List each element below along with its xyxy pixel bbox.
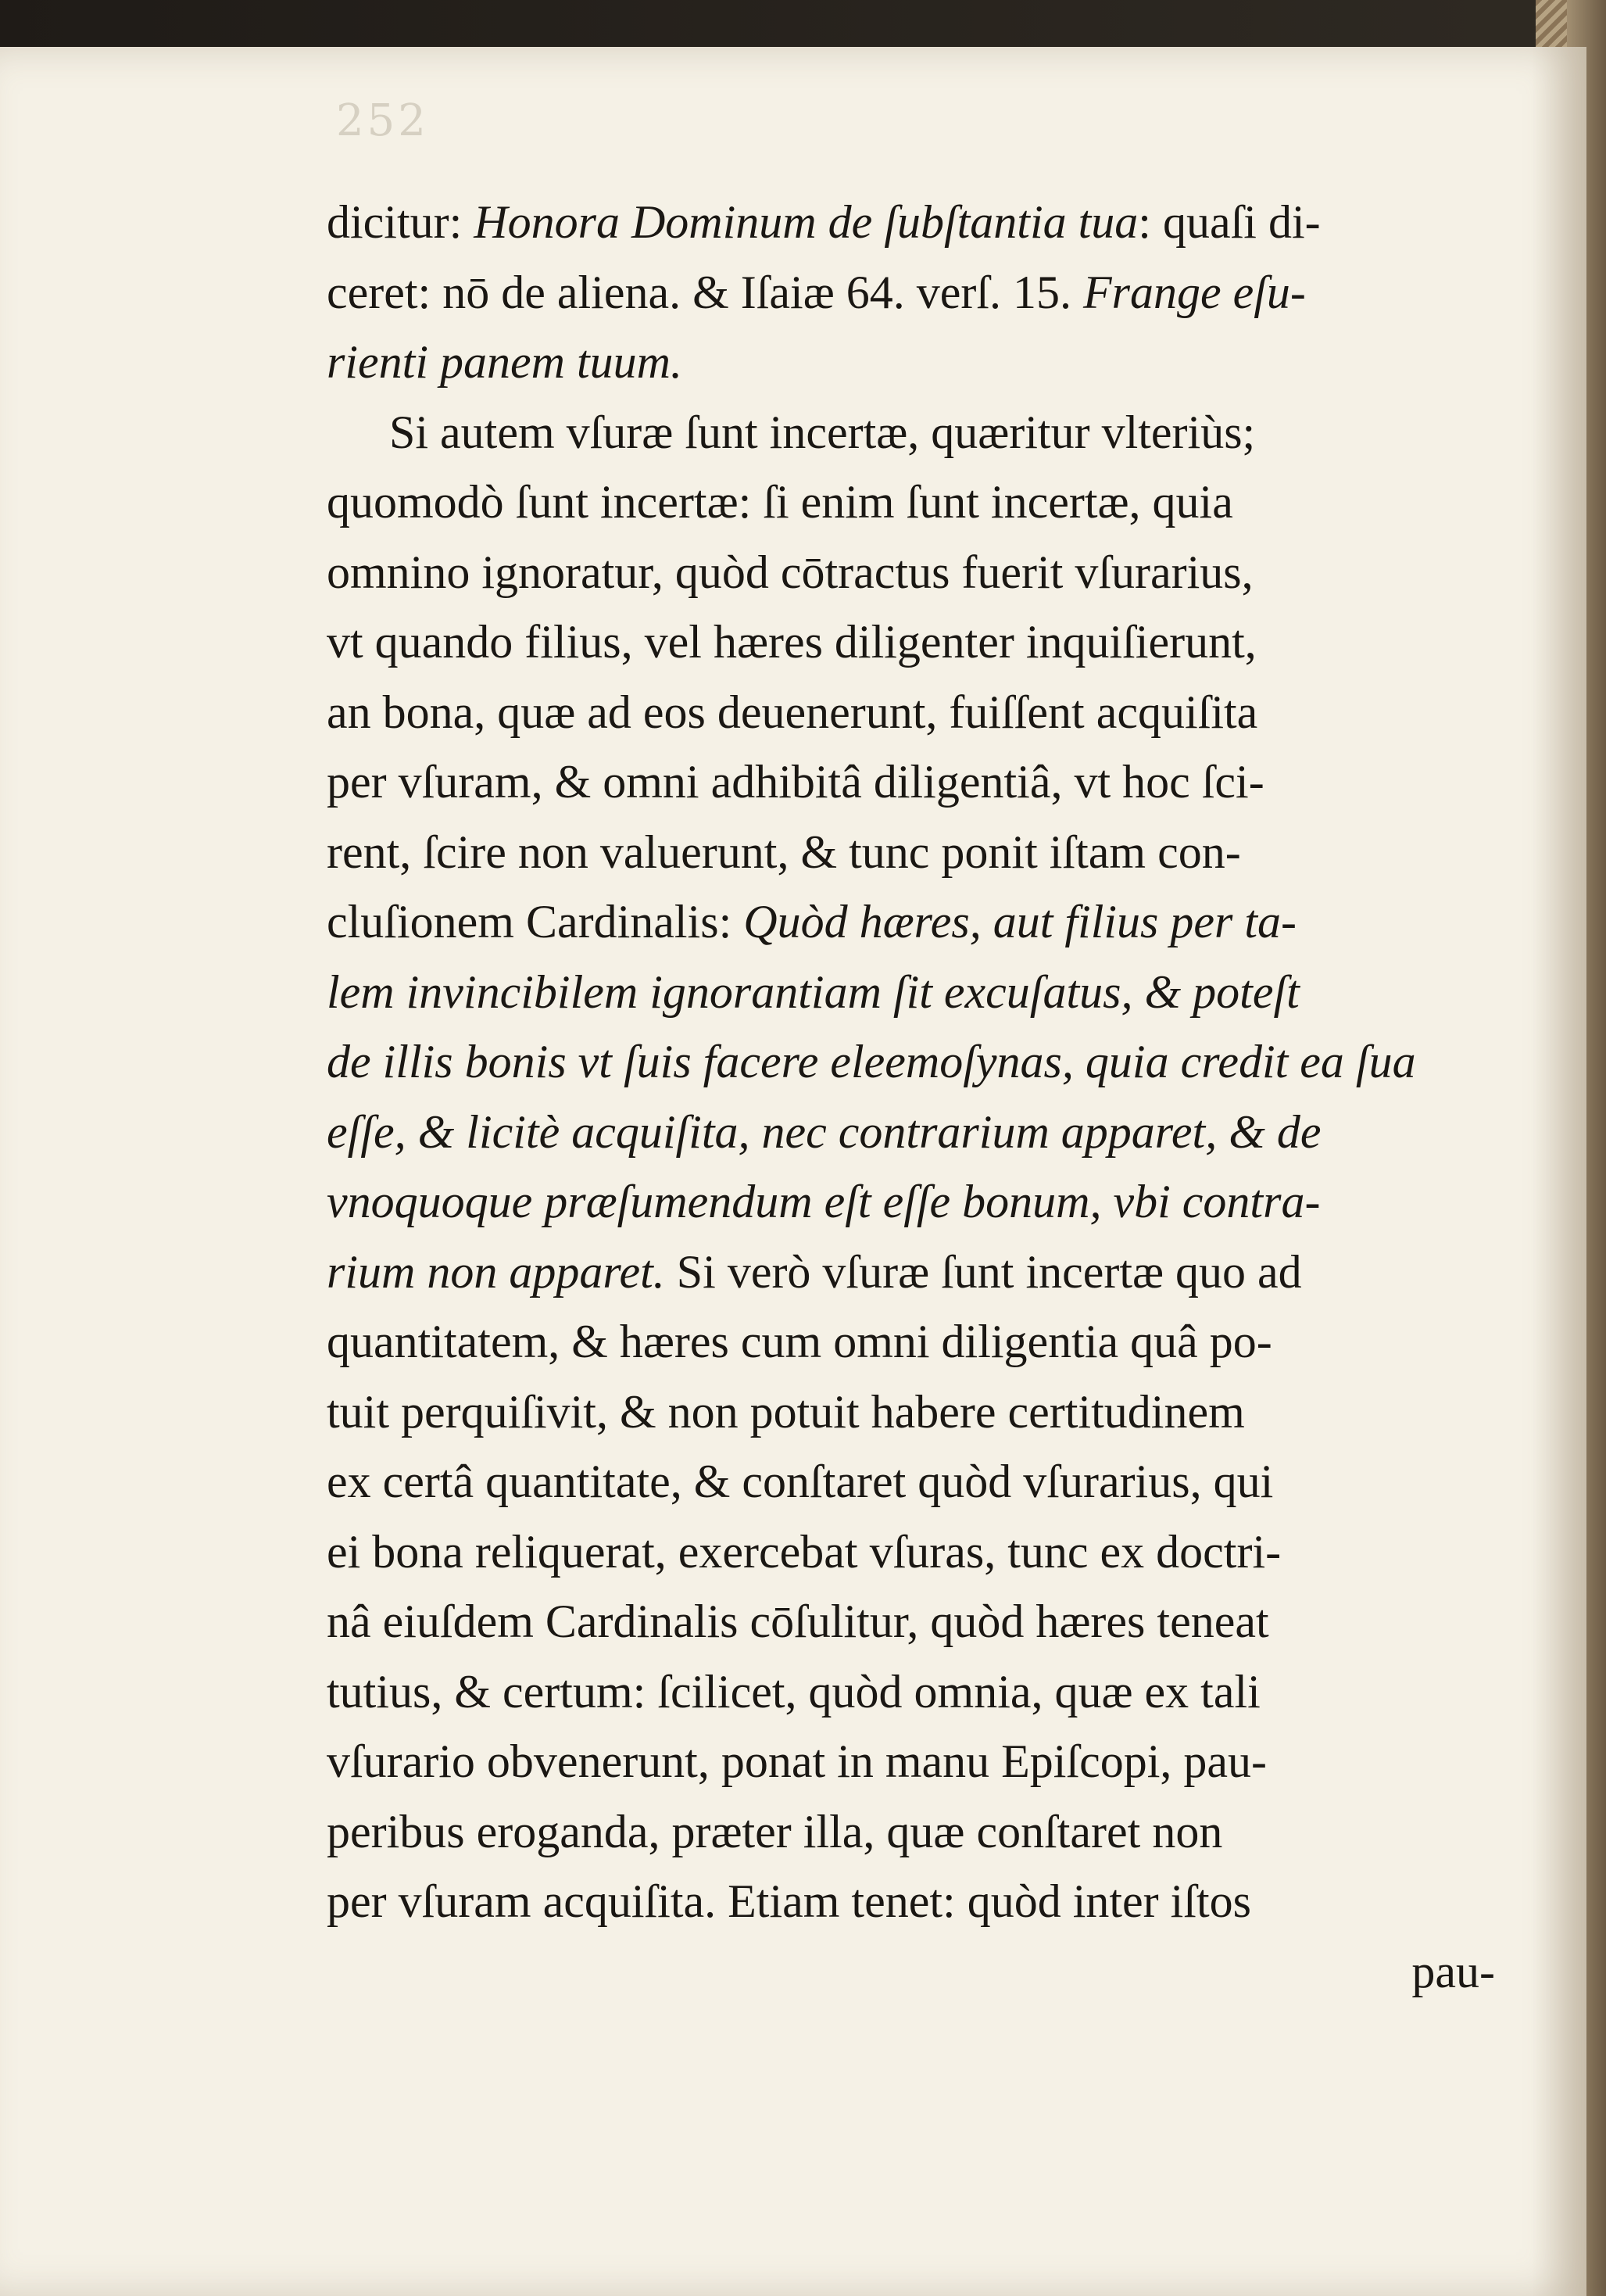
text-run: rent, ſcire non valuerunt, & tunc ponit iſtam con- bbox=[327, 826, 1241, 878]
text-line bbox=[327, 1447, 1495, 1517]
page-number: 252 bbox=[336, 95, 429, 146]
text-run: omnino ignoratur, quòd cōtractus fuerit vſurarius, bbox=[327, 546, 1254, 598]
catchword: pau- bbox=[1411, 1945, 1495, 1997]
italic-text-run: lem invincibilem ignorantiam ſit excuſatus, & poteſt bbox=[327, 965, 1300, 1018]
text-line bbox=[327, 1027, 1495, 1098]
text-line bbox=[327, 747, 1495, 818]
text-line bbox=[327, 1587, 1495, 1657]
text-line bbox=[327, 1657, 1495, 1728]
text-line bbox=[327, 1167, 1495, 1238]
italic-text-run: Frange eſu- bbox=[1083, 266, 1306, 318]
text-run: cluſionem Cardinalis: bbox=[327, 896, 744, 947]
text-run: per vſuram acquiſita. Etiam tenet: quòd inter iſtos bbox=[327, 1875, 1252, 1927]
book-page bbox=[0, 47, 1586, 2296]
text-run: per vſuram, & omni adhibitâ diligentiâ, vt hoc ſci- bbox=[327, 756, 1264, 808]
text-line bbox=[327, 1727, 1495, 1797]
text-run: vſurario obvenerunt, ponat in manu Epiſcopi, pau- bbox=[327, 1735, 1268, 1787]
text-line bbox=[327, 1517, 1495, 1588]
text-run: Si autem vſuræ ſunt incertæ, quæritur vlteriùs; bbox=[389, 406, 1256, 458]
text-run: vt quando filius, vel hæres diligenter inquiſierunt, bbox=[327, 616, 1257, 668]
text-line bbox=[327, 188, 1495, 258]
italic-text-run: rienti panem tuum. bbox=[327, 336, 682, 388]
text-run: an bona, quæ ad eos deuenerunt, fuiſſent acquiſita bbox=[327, 686, 1258, 738]
text-line bbox=[327, 538, 1495, 608]
italic-text-run: Honora Dominum de ſubſtantia tua bbox=[474, 196, 1139, 248]
text-run: Si verò vſuræ ſunt incertæ quo ad bbox=[664, 1245, 1302, 1298]
text-run: tuit perquiſivit, & non potuit habere certitudinem bbox=[327, 1385, 1245, 1438]
italic-text-run: vnoquoque præſumendum eſt eſſe bonum, vbi contra- bbox=[327, 1176, 1321, 1227]
page-edge-shadow bbox=[1532, 47, 1586, 2296]
text-line bbox=[327, 258, 1495, 328]
text-run: nâ eiuſdem Cardinalis cōſulitur, quòd hæres teneat bbox=[327, 1596, 1269, 1647]
text-line bbox=[327, 467, 1495, 538]
text-line bbox=[327, 958, 1495, 1028]
text-line bbox=[327, 1238, 1495, 1308]
text-run: quomodò ſunt incertæ: ſi enim ſunt incertæ, quia bbox=[327, 476, 1233, 528]
italic-text-run: de illis bonis vt ſuis facere eleemoſynas, quia credit ea ſua bbox=[327, 1036, 1416, 1087]
text-run: : quaſi di- bbox=[1138, 196, 1321, 248]
text-line bbox=[327, 818, 1495, 888]
text-line bbox=[327, 328, 1495, 398]
text-block bbox=[327, 188, 1495, 2007]
text-run: quantitatem, & hæres cum omni diligentia quâ po- bbox=[327, 1316, 1272, 1367]
text-line bbox=[327, 678, 1495, 748]
text-run: dicitur: bbox=[327, 196, 474, 248]
text-run: ei bona reliquerat, exercebat vſuras, tunc ex doctri- bbox=[327, 1525, 1282, 1578]
text-line bbox=[327, 1867, 1495, 1937]
text-line bbox=[327, 1307, 1495, 1377]
italic-text-run: eſſe, & licitè acquiſita, nec contrarium apparet, & de bbox=[327, 1105, 1322, 1158]
text-line bbox=[327, 887, 1495, 958]
text-line bbox=[327, 398, 1495, 468]
text-run: peribus eroganda, præter illa, quæ conſtaret non bbox=[327, 1805, 1223, 1857]
text-line bbox=[327, 1377, 1495, 1448]
italic-text-run: rium non apparet. bbox=[327, 1245, 665, 1298]
text-run: ceret: nō de aliena. & Iſaiæ 64. verſ. 15. bbox=[327, 266, 1083, 318]
italic-text-run: Quòd hæres, aut filius per ta- bbox=[743, 896, 1297, 947]
text-run: ex certâ quantitate, & conſtaret quòd vſurarius, qui bbox=[327, 1456, 1274, 1507]
text-line bbox=[327, 1797, 1495, 1868]
text-line bbox=[327, 607, 1495, 678]
text-run: tutius, & certum: ſcilicet, quòd omnia, quæ ex tali bbox=[327, 1665, 1261, 1718]
text-line bbox=[327, 1098, 1495, 1168]
catchword-line bbox=[327, 1937, 1495, 2008]
